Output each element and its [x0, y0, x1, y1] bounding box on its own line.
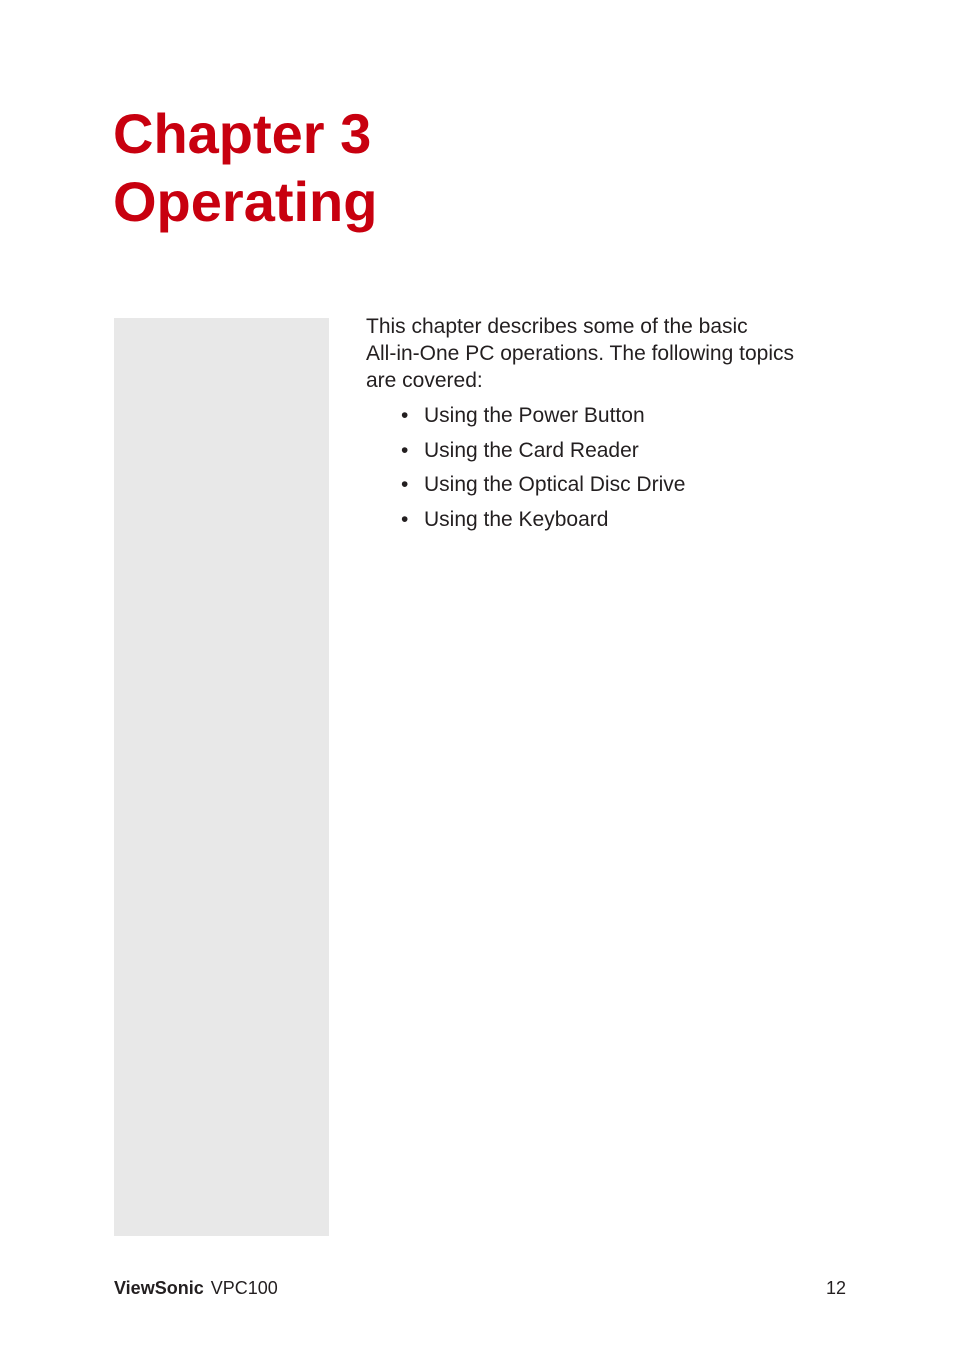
intro-line: All-in-One PC operations. The following topics	[366, 342, 794, 365]
bullet-icon: •	[401, 438, 409, 462]
intro-line: This chapter describes some of the basic	[366, 315, 748, 338]
bullet-icon: •	[401, 507, 409, 531]
bullet-icon: •	[401, 473, 409, 496]
topic-label: Using the Optical Disc Drive	[424, 473, 686, 496]
chapter-name: Operating	[113, 170, 378, 233]
footer-model: VPC100	[210, 1278, 278, 1298]
topic-label: Using the Card Reader	[424, 438, 639, 462]
page-number: 12	[825, 1278, 846, 1298]
list-item	[366, 437, 846, 464]
topic-label: Using the Keyboard	[424, 507, 609, 531]
intro-line: are covered:	[366, 369, 483, 392]
chapter-number: Chapter 3	[113, 102, 372, 165]
bullet-icon: •	[401, 404, 409, 427]
chapter-content	[366, 313, 846, 540]
list-item	[366, 402, 846, 429]
list-item	[366, 471, 846, 498]
list-item	[366, 506, 846, 533]
intro-paragraph	[366, 313, 846, 394]
page-footer	[114, 1276, 846, 1300]
footer-brand: ViewSonic	[114, 1278, 204, 1298]
chapter-title	[113, 100, 377, 236]
topic-label: Using the Power Button	[424, 404, 645, 427]
topic-list	[366, 402, 846, 533]
side-panel	[114, 318, 329, 1236]
